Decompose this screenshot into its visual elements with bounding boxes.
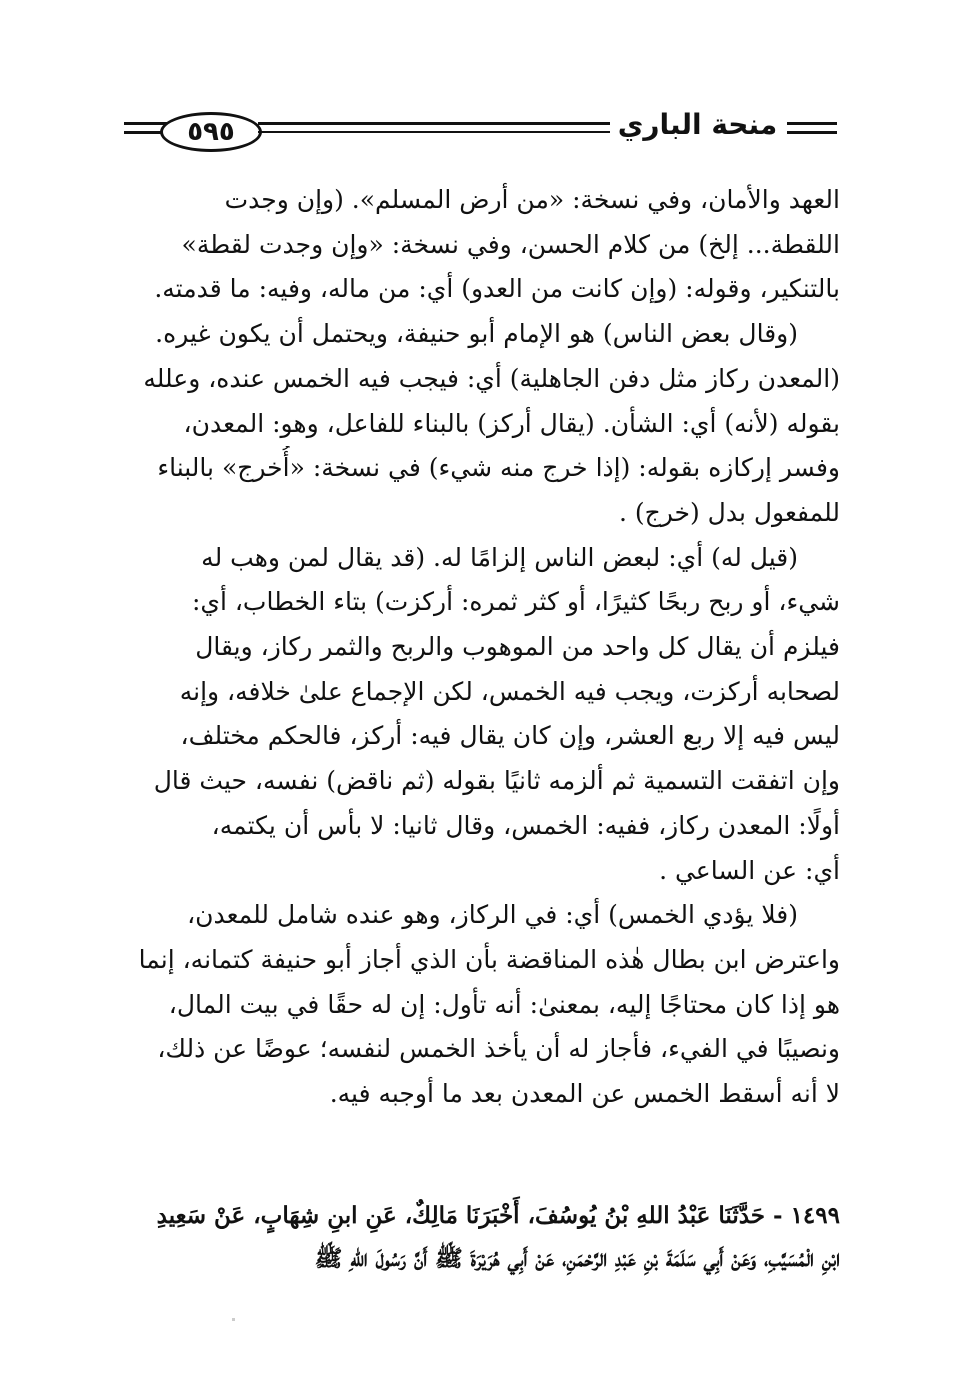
scan-speck xyxy=(232,1318,235,1321)
text-line: وإن اتفقت التسمية ثم ألزمه ثانيًا بقوله (ثم ناقض) نفسه، حيث قال xyxy=(153,766,840,796)
text-line: فيلزم أن يقال كل واحد من الموهوب والربح والثمر ركاز، ويقال xyxy=(195,632,840,662)
text-line: أي: عن الساعي . xyxy=(659,855,840,885)
text-line: لا أنه أسقط الخمس عن المعدن بعد ما أوجبه فيه. xyxy=(329,1079,840,1109)
text-line: هو إذا كان محتاجًا إليه، بمعنىٰ: أنه تأول: إن له حقًا في بيت المال، xyxy=(168,989,840,1019)
text-line: شيء، أو ربح ربحًا كثيرًا، أو كثر ثمره: أركزت) بتاء الخطاب، أي: xyxy=(191,587,840,617)
text-line: أولًا: المعدن ركاز، ففيه: الخمس، وقال ثانيا: لا بأس أن يكتمه، xyxy=(211,810,840,840)
text-line: ليس فيه إلا ربع العشر، وإن كان يقال فيه: أركز، فالحكم مختلف، xyxy=(180,721,840,751)
header-rule-right-bottom xyxy=(787,131,837,134)
paragraph xyxy=(118,357,840,536)
header-rule-middle-bottom xyxy=(258,131,610,133)
text-line: وفسر إركازه بقوله: (إذا خرج منه شيء) في نسخة: «أُخرج» بالبناء xyxy=(157,453,840,483)
paragraph xyxy=(118,536,840,894)
paragraph xyxy=(118,178,840,312)
text-line: (فلا يؤدي الخمس) أي: في الركاز، وهو عنده شامل للمعدن، xyxy=(187,900,798,930)
header-rule-middle-top xyxy=(258,122,610,125)
hadith-line: ١٤٩٩ - حَدَّثَنَا عَبْدُ اللهِ بْنُ يُوسُفَ، أَخْبَرَنَا مَالِكٌ، عَنِ ابنِ شِهَابٍ، عَنْ سَعِيدِ xyxy=(156,1202,840,1229)
text-line: العهد والأمان، وفي نسخة: «من أرض المسلم». (وإن وجدت xyxy=(224,185,840,214)
text-line: بقوله (لأنه) أي: الشأن. (يقال أركز) بالبناء للفاعل، وهو: المعدن، xyxy=(183,408,840,438)
text-line: بالتنكير، وقوله: (وإن كانت من العدو) أي: من ماله، وفيه: ما قدمته. xyxy=(154,274,840,304)
text-line: (المعدن ركاز مثل دفن الجاهلية) أي: فيجب فيه الخمس عنده، وعلله xyxy=(143,363,840,393)
text-line: (وقال بعض الناس) هو الإمام أبو حنيفة، ويحتمل أن يكون غيره. xyxy=(155,319,798,349)
header-rule-right-top xyxy=(787,122,837,125)
paragraph xyxy=(118,312,840,357)
text-line: لصحابه أركزت، ويجب فيه الخمس، لكن الإجماع علىٰ خلافه، وإنه xyxy=(179,676,840,706)
text-line: (قيل له) أي: لبعض الناس إلزامًا له. (قد يقال لمن وهب له xyxy=(201,542,798,572)
page-number: ٥٩٥ xyxy=(160,112,262,152)
hadith-text xyxy=(118,1194,840,1280)
paragraph xyxy=(118,893,840,1117)
commentary-text xyxy=(118,178,840,1117)
hadith-line: ابْنِ الْمُسَيَّبِ، وَعَنْ أَبِي سَلَمَةَ بْنِ عَبْدِ الرَّحْمَنِ، عَنْ أَبِي هُرَيْرَةَ ﷺ أَنَّ رَسُولَ اللهِ ﷺ xyxy=(314,1245,840,1272)
page-header xyxy=(0,100,959,160)
book-title: منحة الباري xyxy=(617,108,778,141)
header-rule-left-top xyxy=(124,122,168,125)
text-line: اللقطة... إلخ) من كلام الحسن، وفي نسخة: «وإن وجدت لقطة» xyxy=(181,229,840,259)
text-line: واعترض ابن بطال هٰذه المناقضة بأن الذي أجاز أبو حنيفة كتمانه، إنما xyxy=(138,944,840,974)
text-line: ونصيبًا في الفيء، فأجاز له أن يأخذ الخمس لنفسه؛ عوضًا عن ذلك، xyxy=(157,1034,840,1064)
text-line: للمفعول بدل (خرج) . xyxy=(618,497,840,527)
